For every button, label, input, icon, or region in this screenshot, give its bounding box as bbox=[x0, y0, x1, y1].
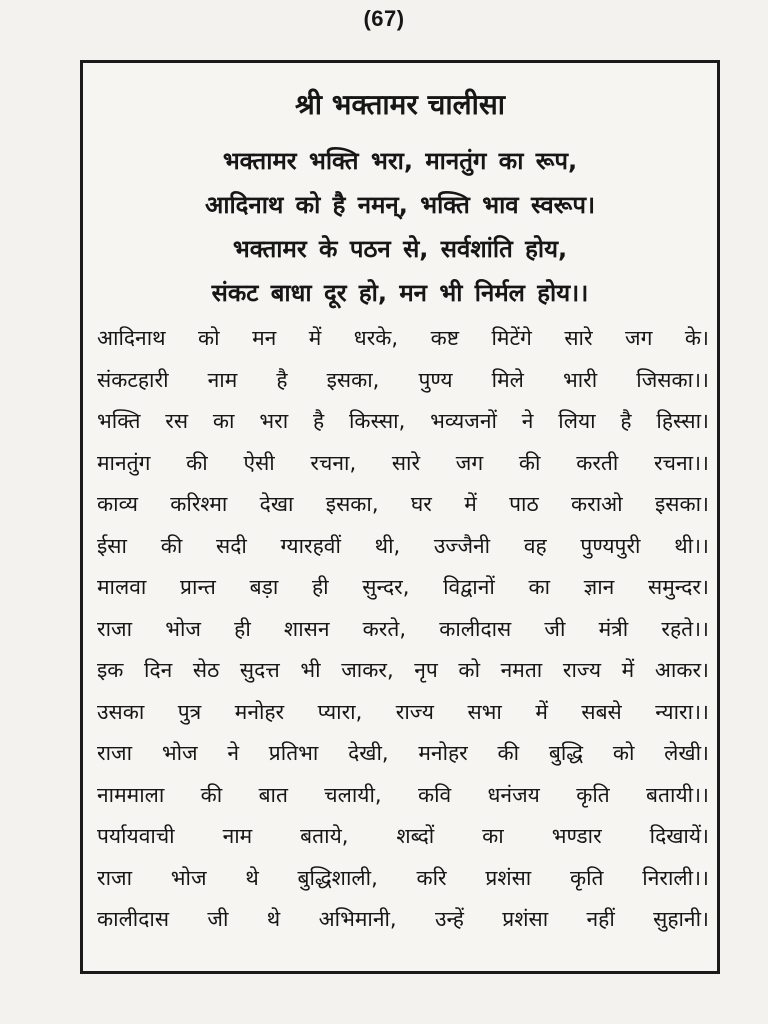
verse-line: कालीदास जी थे अभिमानी, उन्हें प्रशंसा नहीं सुहानी। bbox=[97, 907, 709, 931]
verse-line: राजा भोज ने प्रतिभा देखी, मनोहर की बुद्धि को लेखी। bbox=[97, 741, 709, 765]
verse-line: ईसा की सदी ग्यारहवीं थी, उज्जैनी वह पुण्यपुरी थी।। bbox=[97, 533, 709, 558]
verse-line: मालवा प्रान्त बड़ा ही सुन्दर, विद्वानों का ज्ञान समुन्दर। bbox=[97, 575, 709, 599]
doha-line: भक्तामर भक्ति भरा, मानतुंग का रूप, bbox=[222, 147, 578, 175]
verse-line: नाममाला की बात चलायी, कवि धनंजय कृति बतायी।। bbox=[97, 782, 709, 807]
doha-line: संकट बाधा दूर हो, मन भी निर्मल होय।। bbox=[211, 279, 589, 307]
doha-line: आदिनाथ को है नमन्, भक्ति भाव स्वरूप। bbox=[204, 191, 596, 219]
verse-line: राजा भोज थे बुद्धिशाली, करि प्रशंसा कृति निराली।। bbox=[97, 865, 709, 890]
page-title: श्री भक्तामर चालीसा bbox=[294, 88, 506, 121]
verse-line: काव्य करिश्मा देखा इसका, घर में पाठ कराओ इसका। bbox=[97, 492, 709, 516]
verse-line: मानतुंग की ऐसी रचना, सारे जग की करती रचना।। bbox=[97, 450, 709, 475]
verse-line: राजा भोज ही शासन करते, कालीदास जी मंत्री रहते।। bbox=[97, 616, 709, 641]
text-frame bbox=[80, 60, 720, 974]
doha-stanza bbox=[83, 139, 717, 315]
verse-line: पर्यायवाची नाम बताये, शब्दों का भण्डार दिखायें। bbox=[97, 824, 709, 848]
doha-line: भक्तामर के पठन से, सर्वशांति होय, bbox=[232, 235, 568, 263]
page-number: (67) bbox=[363, 6, 405, 31]
verse-line: उसका पुत्र मनोहर प्यारा, राज्य सभा में सबसे न्यारा।। bbox=[97, 699, 709, 724]
verse-line: संकटहारी नाम है इसका, पुण्य मिले भारी जिसका।। bbox=[97, 367, 709, 392]
verse-line: इक दिन सेठ सुदत्त भी जाकर, नृप को नमता राज्य में आकर। bbox=[97, 658, 709, 682]
verse-line: भक्ति रस का भरा है किस्सा, भव्यजनों ने लिया है हिस्सा। bbox=[97, 409, 709, 433]
verse-line: आदिनाथ को मन में धरके, कष्ट मिटेंगे सारे जग के। bbox=[97, 326, 709, 350]
chaupai-verses bbox=[97, 318, 709, 941]
